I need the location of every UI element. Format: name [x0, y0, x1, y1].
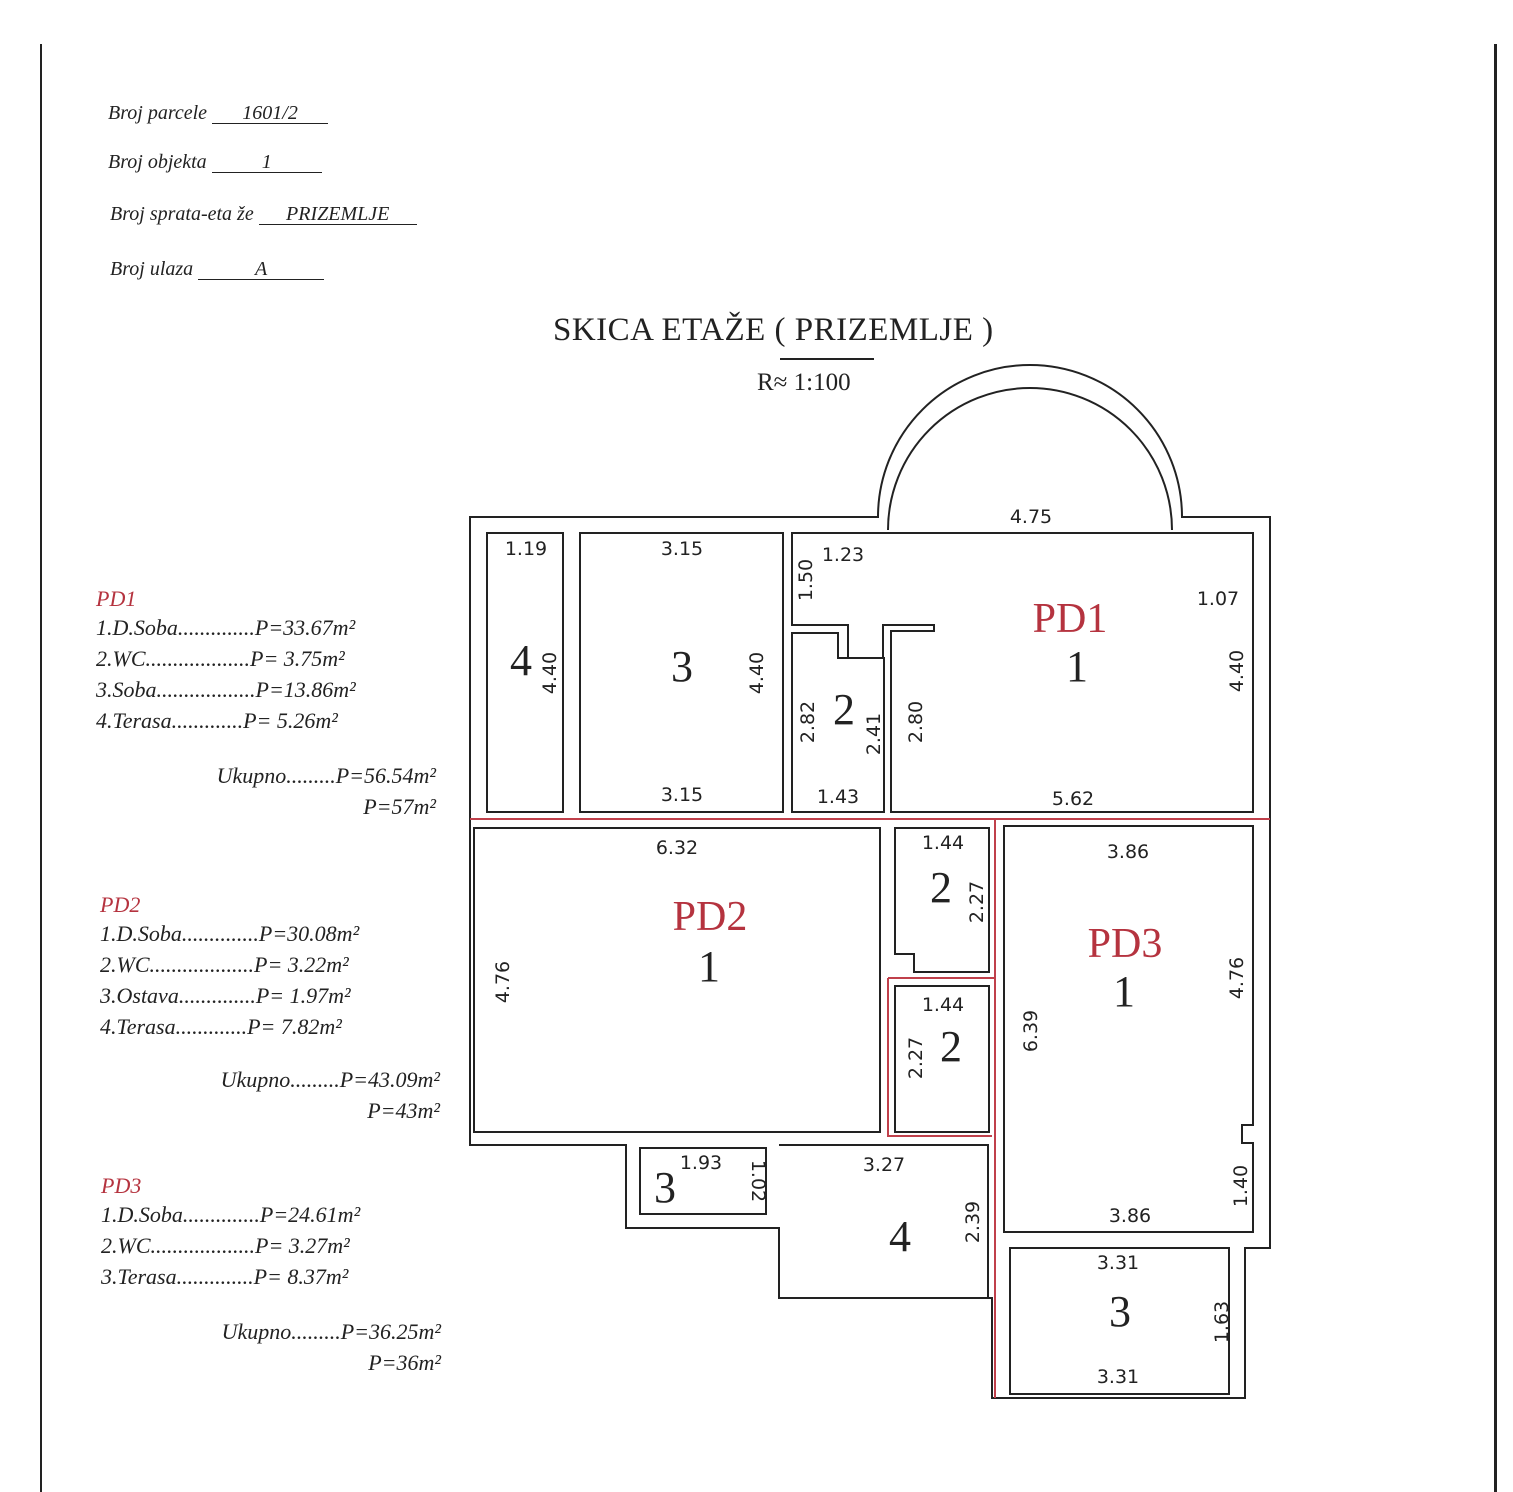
unit-label-pd3: PD3 — [1087, 921, 1163, 967]
room-area: P= 1.97m² — [255, 983, 351, 1008]
dimension-label: 6.39 — [1020, 1009, 1042, 1053]
legend-rounded: P=43m² — [367, 1098, 440, 1123]
room-pd2-1 — [474, 828, 880, 1132]
room-number: 1 — [1113, 967, 1135, 1016]
entrance-label: Broj ulaza — [110, 258, 194, 280]
dimension-label: 3.86 — [1108, 1205, 1152, 1227]
total-label: Ukupno......... — [216, 763, 336, 788]
outer-wall — [470, 365, 1270, 1398]
room-label: 3.Soba.................. — [96, 677, 256, 702]
dimension-label: 2.27 — [966, 880, 988, 924]
dimension-label: 1.07 — [1196, 588, 1240, 610]
room-number: 1 — [1066, 642, 1088, 691]
dimension-label: 2.27 — [905, 1036, 927, 1080]
sketch-title: SKICA ETAŽE ( PRIZEMLJE ) — [553, 312, 994, 348]
entrance-value: A — [198, 259, 324, 280]
room-number: 3 — [1109, 1287, 1131, 1336]
room-area: P=13.86m² — [255, 677, 356, 702]
legend-rounded: P=36m² — [368, 1350, 441, 1375]
dimension-label: 2.80 — [905, 700, 927, 744]
dimension-label: 1.40 — [1230, 1164, 1252, 1208]
total-label: Ukupno......... — [220, 1067, 340, 1092]
total-area: P=43.09m² — [339, 1067, 440, 1092]
object-value: 1 — [212, 152, 322, 173]
floor-value: PRIZEMLJE — [259, 204, 417, 225]
room-area: P= 3.75m² — [250, 646, 345, 671]
room-label: 4.Terasa............. — [96, 708, 244, 733]
dimension-label: 3.31 — [1096, 1252, 1140, 1274]
room-area: P= 8.37m² — [253, 1264, 349, 1289]
legend-pd3-heading: PD3 — [101, 1173, 142, 1198]
room-label: 2.WC................... — [101, 1233, 255, 1258]
room-area: P= 5.26m² — [243, 708, 338, 733]
room-pd1-1 — [792, 533, 1253, 812]
sketch-scale: R≈ 1:100 — [757, 369, 851, 396]
dimension-label: 3.15 — [660, 784, 704, 806]
dimension-label: 1.44 — [921, 832, 965, 854]
dimension-label: 4.40 — [1226, 649, 1248, 693]
room-label: 3.Ostava.............. — [100, 983, 256, 1008]
room-label: 3.Terasa.............. — [101, 1264, 254, 1289]
room-number: 4 — [510, 636, 532, 685]
dimension-label: 4.40 — [746, 651, 768, 695]
unit-label-pd1: PD1 — [1032, 596, 1108, 642]
dimension-label: 1.63 — [1211, 1300, 1233, 1344]
room-label: 1.D.Soba.............. — [101, 1202, 260, 1227]
legend-rounded: P=57m² — [363, 794, 436, 819]
room-area: P=24.61m² — [259, 1202, 361, 1227]
total-area: P=56.54m² — [335, 763, 436, 788]
total-area: P=36.25m² — [340, 1319, 441, 1344]
dimension-label: 2.39 — [962, 1200, 984, 1244]
parcel-value: 1601/2 — [212, 103, 328, 124]
room-number: 2 — [930, 863, 952, 912]
room-label: 2.WC................... — [100, 952, 254, 977]
parcel-label: Broj parcele — [108, 102, 208, 124]
room-number: 2 — [833, 685, 855, 734]
dimension-label: 5.62 — [1051, 788, 1095, 810]
dimension-label: 1.19 — [504, 538, 548, 560]
object-label: Broj objekta — [108, 151, 207, 173]
room-number: 1 — [698, 942, 720, 991]
room-area: P= 3.27m² — [255, 1233, 350, 1258]
dimension-label: 4.40 — [539, 651, 561, 695]
legend-pd2-heading: PD2 — [100, 892, 141, 917]
room-area: P= 7.82m² — [247, 1014, 342, 1039]
room-label: 1.D.Soba.............. — [100, 921, 259, 946]
dimension-label: 3.86 — [1106, 841, 1150, 863]
legend-pd1-heading: PD1 — [96, 586, 137, 611]
room-number: 3 — [671, 642, 693, 691]
dimension-label: 1.02 — [747, 1159, 769, 1203]
dimension-label: 3.31 — [1096, 1366, 1140, 1388]
dimension-label: 1.44 — [921, 994, 965, 1016]
total-label: Ukupno......... — [221, 1319, 341, 1344]
dimension-label: 2.82 — [797, 700, 819, 744]
room-label: 1.D.Soba.............. — [96, 615, 255, 640]
dimension-label: 4.76 — [1226, 956, 1248, 1000]
dimension-label: 2.41 — [863, 712, 885, 756]
dimension-label: 1.23 — [821, 544, 865, 566]
room-area: P=33.67m² — [254, 615, 356, 640]
room-area: P=30.08m² — [258, 921, 360, 946]
dimension-label: 3.27 — [862, 1154, 906, 1176]
room-label: 4.Terasa............. — [100, 1014, 248, 1039]
room-number: 2 — [940, 1022, 962, 1071]
dimension-label: 4.75 — [1009, 506, 1053, 528]
dimension-label: 4.76 — [492, 960, 514, 1004]
dimension-label: 1.43 — [816, 786, 860, 808]
room-number: 3 — [654, 1163, 676, 1212]
room-label: 2.WC................... — [96, 646, 250, 671]
dimension-label: 3.15 — [660, 538, 704, 560]
dimension-label: 1.50 — [795, 558, 817, 602]
dimension-label: 1.93 — [679, 1152, 723, 1174]
dimension-label: 6.32 — [655, 837, 699, 859]
room-number: 4 — [889, 1212, 911, 1261]
floor-label: Broj sprata-eta že — [110, 203, 254, 225]
unit-label-pd2: PD2 — [672, 894, 748, 940]
room-area: P= 3.22m² — [254, 952, 349, 977]
